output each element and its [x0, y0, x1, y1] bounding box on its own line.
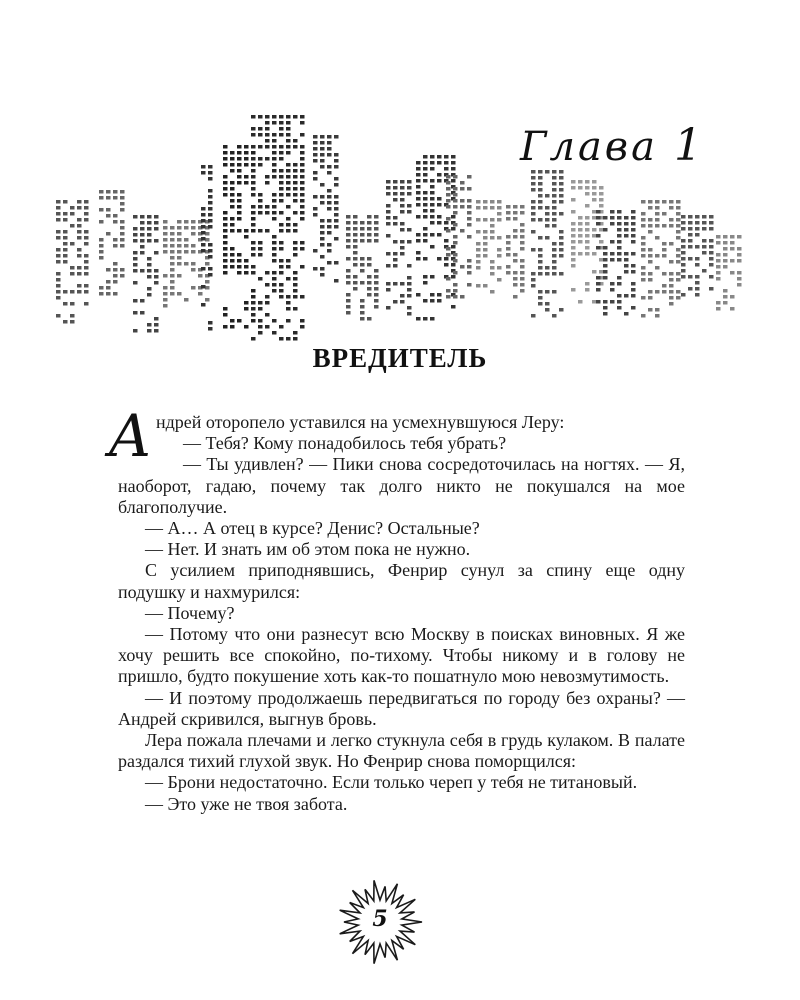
paragraph: — Тебя? Кому понадобилось тебя убрать? — [182, 433, 507, 454]
paragraph: — Брони недостаточно. Если только череп у тебя не титановый. — [145, 772, 638, 793]
building — [56, 200, 89, 324]
building — [681, 215, 714, 297]
building — [476, 200, 502, 294]
body-text — [108, 402, 685, 815]
paragraph: — Почему? — [145, 602, 235, 623]
building — [346, 215, 379, 321]
building — [251, 115, 305, 341]
paragraph: — А… А отец в курсе? Денис? Остальные? — [145, 518, 480, 539]
building — [716, 235, 742, 311]
building — [386, 180, 412, 316]
paragraph-text: ндрей оторопело уставился на усмехнувшуюся Леру: — [155, 412, 565, 432]
paragraph: — И поэтому продолжаешь передвигаться по городу без охраны? — Андрей скривился, выгнув бровь. — [118, 687, 685, 729]
building — [506, 205, 525, 299]
drop-cap: А — [108, 402, 152, 470]
paragraph: — Ты удивлен? — Пики снова сосредоточилась на ногтях. — Я, наоборот, гадаю, почему так долго никто не покушался на мое благополучие. — [118, 454, 685, 517]
building — [133, 215, 159, 333]
building — [201, 165, 213, 331]
paragraph: Лера пожала плечами и легко стукнула себя в грудь кулаком. В палате раздался тихий глухой звук. Но Фенрир снова поморщился: — [118, 730, 685, 772]
chapter-number: 1 — [673, 120, 704, 171]
story-title: ВРЕДИТЕЛЬ — [312, 343, 488, 373]
paragraph: — Нет. И знать им об этом пока не нужно. — [145, 539, 471, 560]
page-number: 5 — [372, 906, 388, 932]
paragraph: С усилием приподнявшись, Фенрир сунул за спину еще одну подушку и нахмурился: — [118, 560, 685, 602]
chapter-heading — [520, 120, 704, 171]
building — [596, 210, 636, 316]
paragraph: — Потому что они разнесут всю Москву в поисках виновных. Я же хочу решить все спокойно, по-тихому. Чтобы никому и в голову не пришло, будто покушение хоть как-то пошатнуло мою невозмутимость. — [118, 624, 685, 687]
building — [446, 175, 472, 299]
paragraph: — Это уже не твоя забота. — [145, 793, 348, 814]
building — [223, 145, 256, 329]
chapter-word: Глава — [520, 124, 658, 170]
building — [531, 170, 564, 318]
building — [99, 190, 125, 296]
building — [313, 135, 339, 283]
building — [641, 200, 681, 318]
page-number-badge — [330, 872, 430, 972]
